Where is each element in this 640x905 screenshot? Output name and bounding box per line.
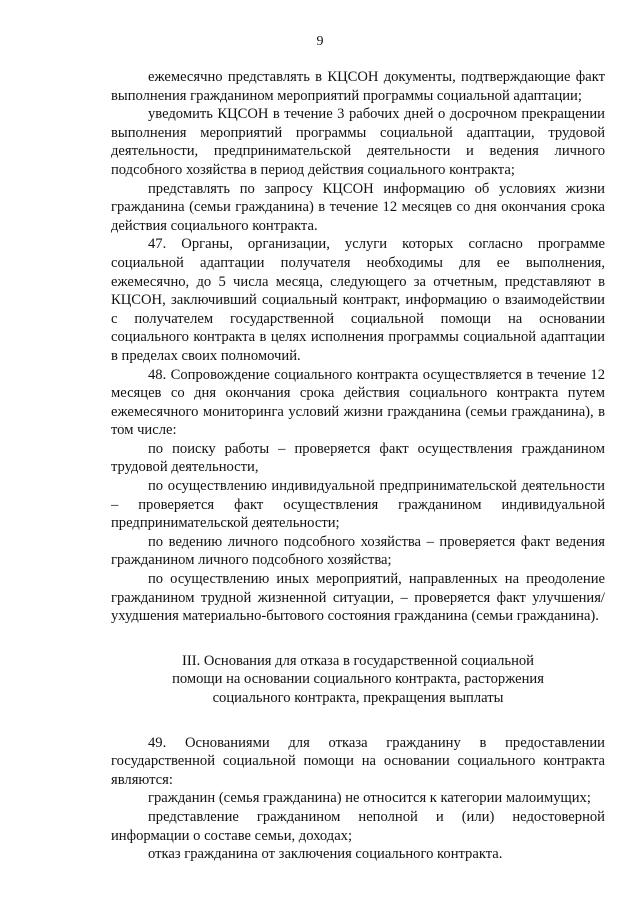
paragraph: представлять по запросу КЦСОН информацию об условиях жизни гражданина (семьи гражданина) в течение 12 месяцев со дня окончания срока действия социального контракта.: [111, 180, 605, 234]
paragraph: по осуществлению иных мероприятий, направленных на преодоление гражданином трудной жизненной ситуации, – проверяется факт улучшения/ухудшения материально-бытового состояния гражданина (семьи гражданина).: [111, 571, 605, 625]
paragraph: ежемесячно представлять в КЦСОН документы, подтверждающие факт выполнения гражданином мероприятий программы социальной адаптации;: [111, 69, 605, 104]
section-heading: [111, 652, 605, 708]
paragraph: уведомить КЦСОН в течение 3 рабочих дней о досрочном прекращении выполнения мероприятий программы социальной адаптации, трудовой деятельности, предпринимательской деятельности и ведения личного подсобного хозяйства в период действия социального контракта;: [111, 106, 605, 178]
paragraph: по ведению личного подсобного хозяйства – проверяется факт ведения гражданином личного подсобного хозяйства;: [111, 533, 605, 569]
paragraph: 48. Сопровождение социального контракта осуществляется в течение 12 месяцев со дня окончания срока действия социального контракта путем ежемесячного мониторинга условий жизни гражданина (семьи гражданина), в том числе:: [111, 366, 605, 439]
page-number: 9: [316, 34, 324, 49]
paragraph: гражданин (семья гражданина) не относится к категории малоимущих;: [148, 790, 591, 807]
section-heading-line: III. Основания для отказа в государственной социальной: [182, 652, 534, 669]
paragraph: 47. Органы, организации, услуги которых согласно программе социальной адаптации получателя необходимы для ее выполнения, ежемесячно, до 5 числа месяца, следующего за отчетным, представляют в КЦСОН, заключивший социальный контракт, информацию о взаимодействии с получателем государственной социальной помощи на основании социального контракта в целях исполнения программы социальной адаптации в пределах своих полномочий.: [111, 236, 605, 364]
section-heading-line: помощи на основании социального контракта, расторжения: [172, 671, 544, 688]
paragraph: по осуществлению индивидуальной предпринимательской деятельности – проверяется факт осуществления гражданином индивидуальной предпринимательской деятельности;: [111, 478, 605, 532]
paragraph: по поиску работы – проверяется факт осуществления гражданином трудовой деятельности,: [111, 440, 605, 476]
document-body: [111, 68, 605, 864]
paragraph: отказ гражданина от заключения социального контракта.: [148, 846, 503, 863]
paragraph: представление гражданином неполной и (или) недостоверной информации о составе семьи, доходах;: [111, 808, 605, 844]
section-heading-line: социального контракта, прекращения выплаты: [212, 690, 504, 706]
paragraph: 49. Основаниями для отказа гражданину в предоставлении государственной социальной помощи на основании социального контракта являются:: [111, 734, 605, 788]
